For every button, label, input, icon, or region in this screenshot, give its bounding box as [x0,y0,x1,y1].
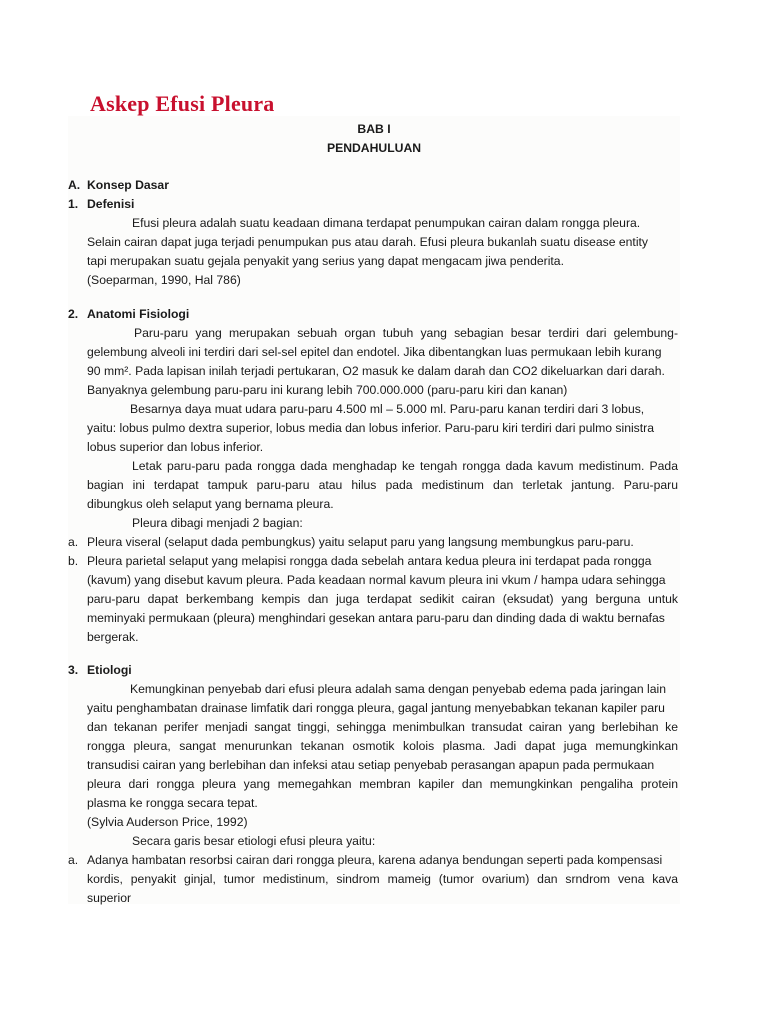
list-item-line: Adanya hambatan resorbsi cairan dari rongga pleura, karena adanya bendungan seperti pada kompensasi [87,853,663,867]
paragraph-line: pleura dari rongga pleura yang memegahkan membran kapiler dan memungkinkan pengaliha protein [87,777,678,791]
subsection-marker: 3. [68,663,79,677]
list-item-line: meminyaki permukaan (pleura) menghindari gesekan antara paru-paru dan dinding dada di waktu bernafas [87,611,665,625]
list-item-line: (kavum) yang disebut kavum pleura. Pada keadaan normal kavum pleura ini vkum / hampa udara sehingga [87,573,666,587]
paragraph-line: yaitu penghambatan drainase limfatik dari rongga pleura, gagal jantung menyebabkan tekanan kapiler paru [87,701,665,715]
subsection-marker: 2. [68,307,79,321]
list-item-line: superior [87,891,132,905]
list-marker: a. [68,535,79,549]
paragraph-line: Pleura dibagi menjadi 2 bagian: [132,516,303,530]
paragraph-line: Secara garis besar etiologi efusi pleura yaitu: [132,834,376,848]
list-item-line: paru-paru dapat berkembang kempis dan juga terdapat sedikit cairan (eksudat) yang berguna untuk [87,592,678,606]
list-item-line: Pleura parietal selaput yang melapisi rongga dada sebelah antara kedua pleura ini terdapat pada rongga [87,554,652,568]
section-heading: Konsep Dasar [87,178,169,192]
subsection-marker: 1. [68,197,79,211]
paragraph-line: 90 mm². Pada lapisan inilah terjadi pertukaran, O2 masuk ke dalam darah dan CO2 dikeluarkan dari darah. [87,364,665,378]
chapter-number: BAB I [357,122,391,136]
paragraph-line: Kemungkinan penyebab dari efusi pleura adalah sama dengan penyebab edema pada jaringan lain [130,682,666,696]
document-title: Askep Efusi Pleura [90,91,275,116]
paragraph-line: bagian ini terdapat tampuk paru-paru atau hilus pada medistinum dan terletak jantung. Paru-paru [87,478,678,492]
citation: (Sylvia Auderson Price, 1992) [87,815,248,829]
paragraph-line: dan tekanan perifer menjadi sangat tinggi, sehingga menimbulkan transudat cairan yang berlebihan ke [87,720,678,734]
list-marker: b. [68,554,79,568]
subsection-heading: Etiologi [87,663,132,677]
paragraph-line: Banyaknya gelembung paru-paru ini kurang lebih 700.000.000 (paru-paru kiri dan kanan) [87,383,568,397]
paragraph-line: tapi merupakan suatu gejala penyakit yang serius yang dapat mengacam jiwa penderita. [87,254,564,268]
list-item-line: bergerak. [87,630,139,644]
paragraph-line: lobus superior dan lobus inferior. [87,440,264,454]
paragraph-line: Efusi pleura adalah suatu keadaan dimana terdapat penumpukan cairan dalam rongga pleura. [132,216,641,230]
paragraph-line: gelembung alveoli ini terdiri dari sel-sel epitel dan endotel. Jika dibentangkan luas permukaan lebih kurang [87,345,662,359]
paragraph-line: transudisi cairan yang berlebihan dan infeksi atau setiap penyebab perasangan apapun pada permukaan [87,758,655,772]
paragraph-line: plasma ke rongga secara tepat. [87,796,258,810]
subsection-heading: Defenisi [87,197,135,211]
paragraph-line: rongga pleura, sangat menurunkan tekanan osmotik kolois plasma. Jadi dapat juga memungkinkan [87,739,678,753]
document-page [68,116,680,904]
list-item-line: kordis, penyakit ginjal, tumor medistinum, sindrom mameig (tumor ovarium) dan srndrom vena kava [87,872,678,886]
chapter-title: PENDAHULUAN [326,141,422,155]
section-marker: A. [68,178,81,192]
paragraph-line: yaitu: lobus pulmo dextra superior, lobus media dan lobus inferior. Paru-paru kiri terdiri dari pulmo sinistra [87,421,654,435]
paragraph-line: Paru-paru yang merupakan sebuah organ tubuh yang sebagian besar terdiri dari gelembung- [134,326,678,340]
list-item-line: Pleura viseral (selaput dada pembungkus) yaitu selaput paru yang langsung membungkus paru-paru. [87,535,634,549]
citation: (Soeparman, 1990, Hal 786) [87,273,241,287]
paragraph-line: Selain cairan dapat juga terjadi penumpukan pus atau darah. Efusi pleura bukanlah suatu disease entity [87,235,649,249]
subsection-heading: Anatomi Fisiologi [87,307,190,321]
paragraph-line: dibungkus oleh selaput yang bernama pleura. [87,497,334,511]
list-marker: a. [68,853,79,867]
paragraph-line: Besarnya daya muat udara paru-paru 4.500 ml – 5.000 ml. Paru-paru kanan terdiri dari 3 lobus, [130,402,645,416]
paragraph-line: Letak paru-paru pada rongga dada menghadap ke tengah rongga dada kavum medistinum. Pada [132,459,678,473]
